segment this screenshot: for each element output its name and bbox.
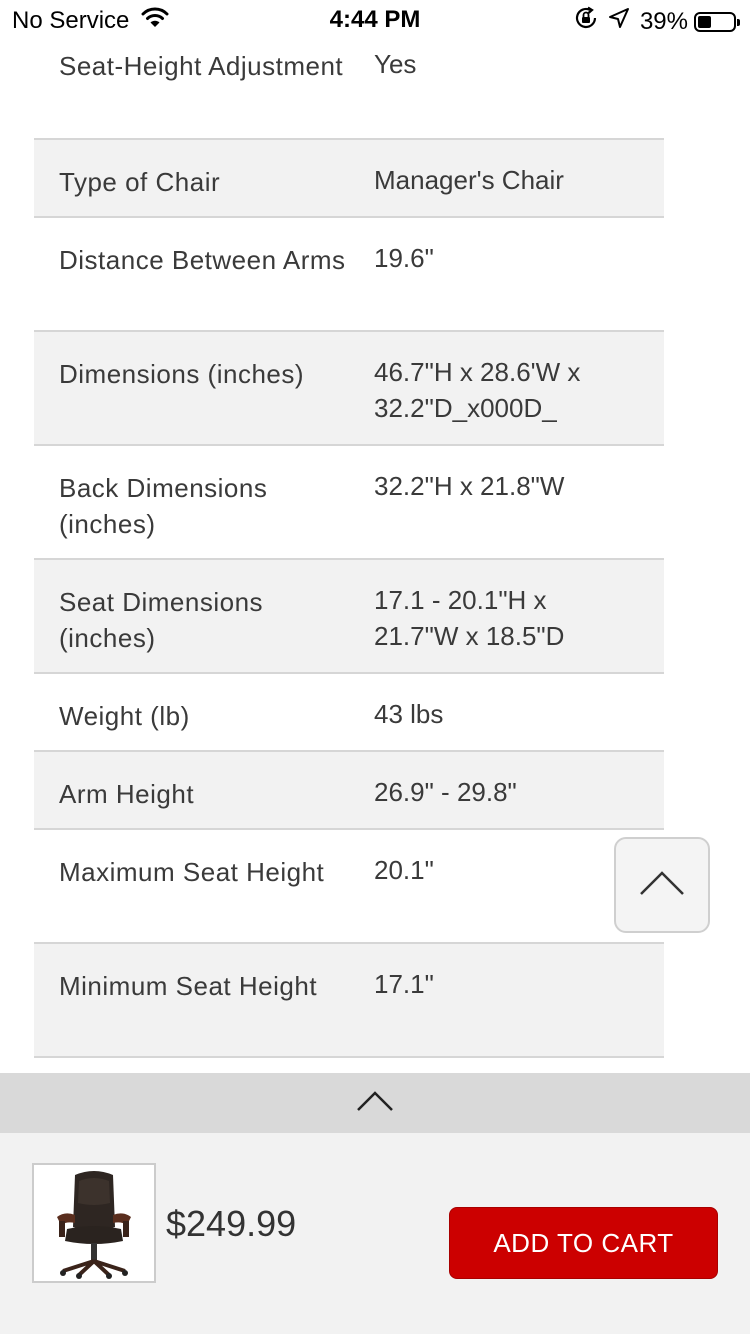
spec-label: Seat-Height Adjustment <box>59 51 344 81</box>
spec-label: Weight (lb) <box>59 701 190 731</box>
status-bar <box>0 0 750 40</box>
spec-row <box>34 752 664 830</box>
add-to-cart-button[interactable]: ADD TO CART <box>449 1207 718 1279</box>
cart-bar <box>0 1133 750 1334</box>
carrier-text: No Service <box>12 6 130 34</box>
chevron-up-icon <box>639 870 685 901</box>
spec-value: 17.1" <box>374 969 434 999</box>
spec-label: Minimum Seat Height <box>59 971 318 1001</box>
spec-table <box>34 2 664 1058</box>
spec-row <box>34 140 664 218</box>
battery-level <box>698 16 711 28</box>
spec-label: Seat Dimensions (inches) <box>59 587 264 653</box>
spec-value: 17.1 - 20.1"H x 21.7"W x 18.5"D <box>374 585 565 651</box>
rotation-lock-icon <box>574 6 598 37</box>
location-icon <box>608 7 630 36</box>
spec-row <box>34 446 664 560</box>
spec-value: Manager's Chair <box>374 165 564 195</box>
spec-value: 26.9" - 29.8" <box>374 777 517 807</box>
product-price: $249.99 <box>166 1203 297 1244</box>
spec-label: Dimensions (inches) <box>59 359 305 389</box>
spec-value: 32.2"H x 21.8"W <box>374 471 565 501</box>
spec-row <box>34 674 664 752</box>
spec-label: Back Dimensions (inches) <box>59 473 268 539</box>
spec-value: Yes <box>374 49 417 79</box>
spec-label: Maximum Seat Height <box>59 857 325 887</box>
spec-row <box>34 944 664 1058</box>
spec-value: 19.6" <box>374 243 434 273</box>
battery-icon <box>694 12 736 32</box>
spec-value: 20.1" <box>374 855 434 885</box>
spec-label: Distance Between Arms <box>59 245 346 275</box>
clock-time: 4:44 PM <box>329 6 421 33</box>
drawer-handle[interactable] <box>0 1073 750 1133</box>
back-to-top-button[interactable] <box>614 837 710 933</box>
spec-row <box>34 218 664 332</box>
spec-row <box>34 830 664 944</box>
spec-value: 43 lbs <box>374 699 444 729</box>
spec-value: 46.7"H x 28.6'W x 32.2"D_x000D_ <box>374 357 581 423</box>
product-thumbnail[interactable] <box>32 1163 156 1283</box>
spec-row <box>34 332 664 446</box>
spec-row <box>34 560 664 674</box>
status-right <box>574 6 736 37</box>
chevron-up-icon <box>356 1090 394 1117</box>
spec-label: Arm Height <box>59 779 195 809</box>
office-chair-image <box>49 1167 139 1279</box>
spec-label: Type of Chair <box>59 167 221 197</box>
battery-percent: 39% <box>639 7 688 35</box>
